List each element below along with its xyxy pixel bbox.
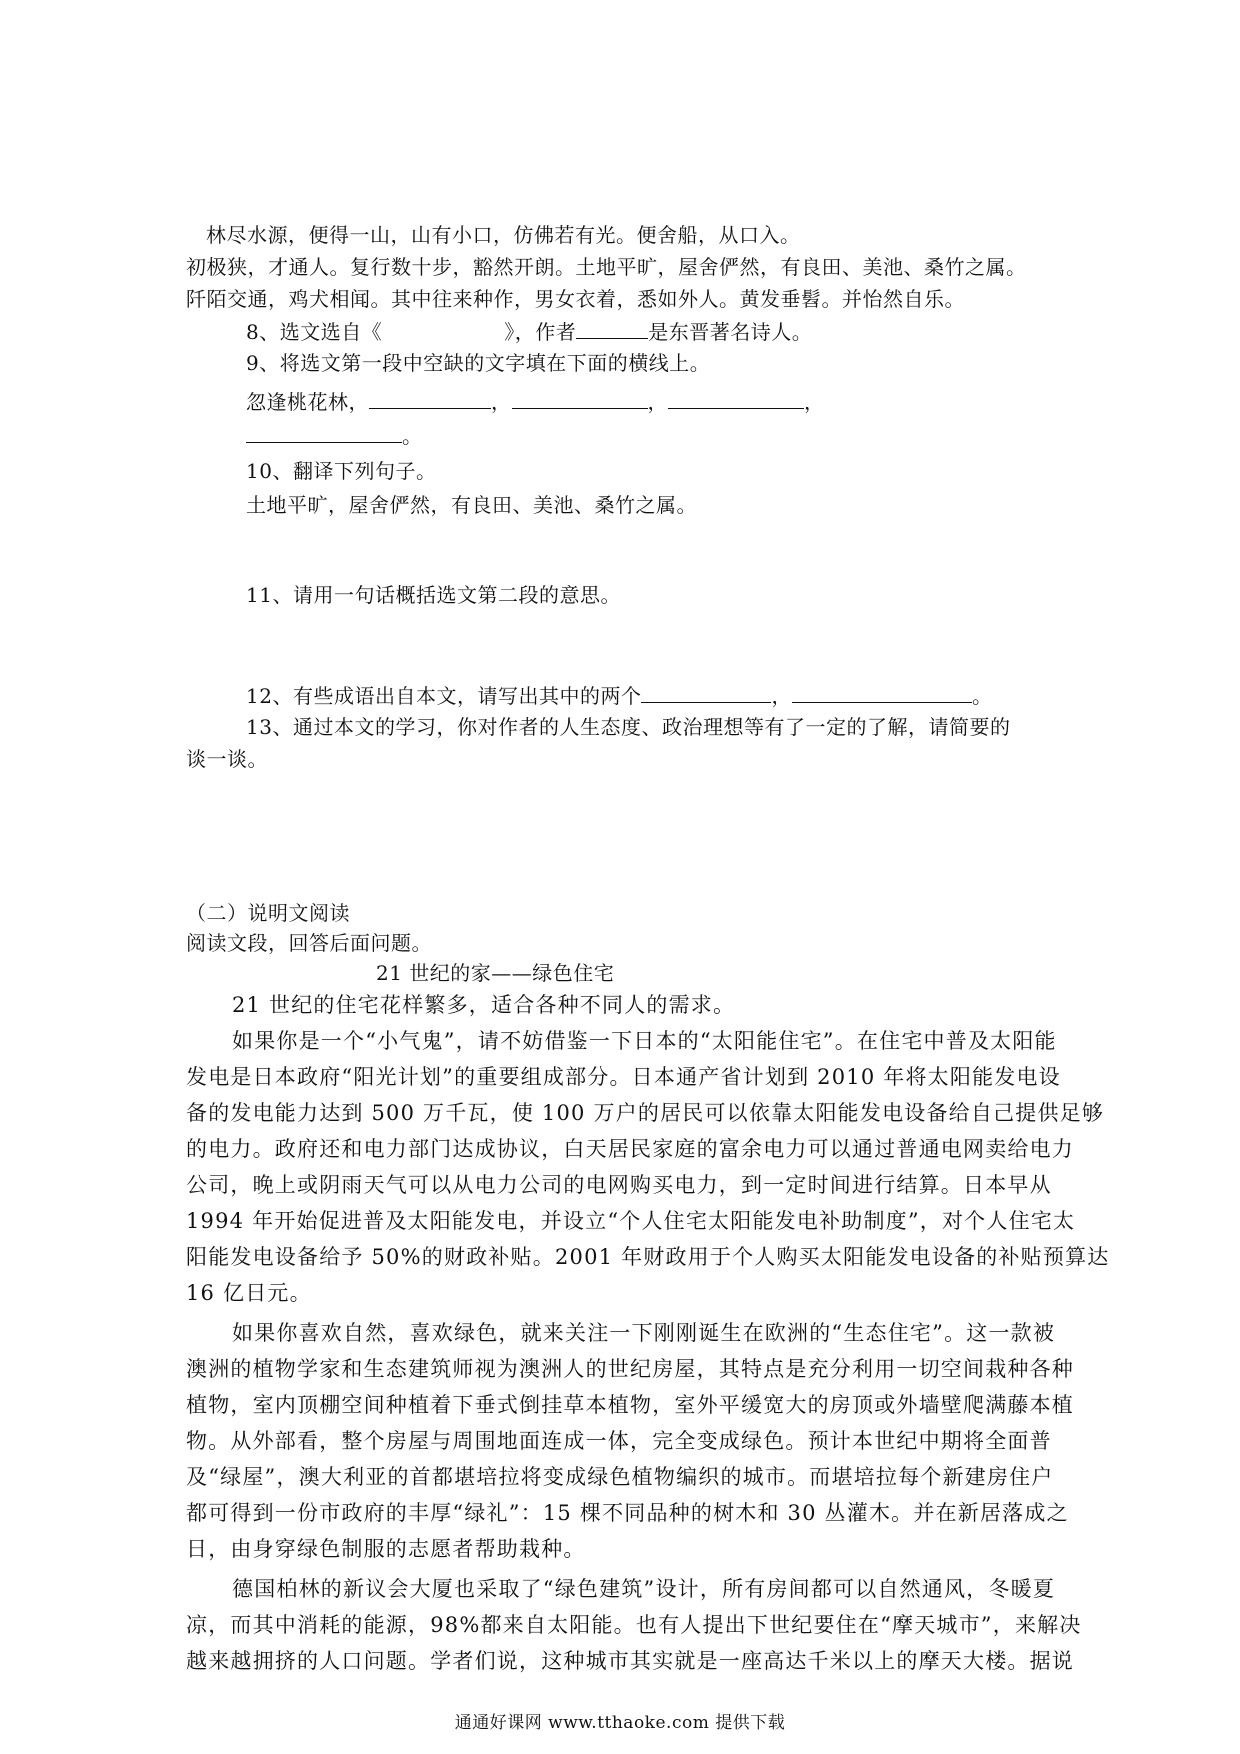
passage1-line-2: 初极狭，才通人。复行数十步，豁然开朗。土地平旷，屋舍俨然，有良田、美池、桑竹之属。 (186, 255, 1027, 279)
article-line-3: 发电是日本政府“阳光计划”的重要组成部分。日本通产省计划到 2010 年将太阳能发电设 (186, 1065, 1061, 1089)
q9-sep-3: ， (804, 390, 825, 414)
question-13-line-2: 谈一谈。 (186, 747, 268, 771)
article-line-15: 都可得到一份市政府的丰厚“绿礼”：15 棵不同品种的树木和 30 丛灌木。并在新居落成之 (186, 1501, 1069, 1525)
article-line-2: 如果你是一个“小气鬼”，请不妨借鉴一下日本的“太阳能住宅”。在住宅中普及太阳能 (232, 1029, 1057, 1053)
q8-part3: 是东晋著名诗人。 (648, 320, 813, 344)
q9-lead: 忽逢桃花林， (246, 390, 369, 414)
article-line-7: 1994 年开始促进普及太阳能发电，并设立“个人住宅太阳能发电补助制度”，对个人住宅太 (186, 1209, 1076, 1233)
page-footer: 通通好课网 www.tthaoke.com 提供下载 (454, 1713, 786, 1733)
q12-blank-2 (792, 680, 972, 703)
article-line-6: 公司，晚上或阴雨天气可以从电力公司的电网购买电力，到一定时间进行结算。日本早从 (186, 1173, 1052, 1197)
article-line-5: 的电力。政府还和电力部门达成协议，白天居民家庭的富余电力可以通过普通电网卖给电力 (186, 1137, 1074, 1161)
article-line-12: 植物，室内顶棚空间种植着下垂式倒挂草本植物，室外平缓宽大的房顶或外墙壁爬满藤本植 (186, 1393, 1074, 1417)
q9-fill-line-2 (246, 420, 423, 451)
q9-blank-3 (668, 386, 804, 409)
article-line-13: 物。从外部看，整个房屋与周围地面连成一体，完全变成绿色。预计本世纪中期将全面普 (186, 1429, 1052, 1453)
article-line-19: 越来越拥挤的人口问题。学者们说，这种城市其实就是一座高达千米以上的摩天大楼。据说 (186, 1649, 1074, 1673)
article-line-11: 澳洲的植物学家和生态建筑师视为澳洲人的世纪房屋，其特点是充分利用一切空间栽种各种 (186, 1357, 1074, 1381)
question-9: 9、将选文第一段中空缺的文字填在下面的横线上。 (246, 351, 711, 375)
q9-sep-2: ， (647, 390, 668, 414)
q8-author-blank (576, 316, 648, 339)
q9-end: 。 (402, 424, 423, 448)
passage1-line-3: 阡陌交通，鸡犬相闻。其中往来种作，男女衣着，悉如外人。黄发垂髫。并怡然自乐。 (186, 287, 965, 311)
q12-sep: ， (771, 684, 792, 708)
passage1-line-1: 林尽水源，便得一山，山有小口，仿佛若有光。便舍船，从口入。 (206, 223, 801, 247)
article-line-1: 21 世纪的住宅花样繁多，适合各种不同人的需求。 (232, 993, 736, 1017)
question-12 (246, 680, 992, 711)
article-line-14: 及“绿屋”，澳大利亚的首都堪培拉将变成绿色植物编织的城市。而堪培拉每个新建房住户 (186, 1465, 1054, 1489)
article-line-8: 阳能发电设备给予 50%的财政补贴。2001 年财政用于个人购买太阳能发电设备的补贴预算达 (186, 1245, 1110, 1269)
q9-blank-1 (369, 386, 491, 409)
section-2-instruction: 阅读文段，回答后面问题。 (186, 931, 432, 955)
q12-end: 。 (971, 684, 993, 708)
q9-blank-4 (246, 420, 402, 443)
article-line-18: 凉，而其中消耗的能源，98%都来自太阳能。也有人提出下世纪要住在“摩天城市”，来解决 (186, 1613, 1082, 1637)
section-2-heading: （二）说明文阅读 (186, 901, 350, 925)
article-title: 21 世纪的家——绿色住宅 (376, 961, 615, 985)
article-line-4: 备的发电能力达到 500 万千瓦，使 100 万户的居民可以依靠太阳能发电设备给自己提供足够 (186, 1101, 1105, 1125)
question-11: 11、请用一句话概括选文第二段的意思。 (246, 583, 621, 607)
q8-part2: 》，作者 (504, 320, 577, 344)
q12-blank-1 (641, 680, 771, 703)
article-line-16: 日，由身穿绿色制服的志愿者帮助栽种。 (186, 1537, 586, 1561)
question-10: 10、翻译下列句子。 (246, 459, 437, 483)
question-13-line-1: 13、通过本文的学习，你对作者的人生态度、政治理想等有了一定的了解，请简要的 (246, 715, 1011, 739)
article-line-17: 德国柏林的新议会大厦也采取了“绿色建筑”设计，所有房间都可以自然通风，冬暖夏 (232, 1577, 1056, 1601)
q9-blank-2 (512, 386, 648, 409)
question-8 (246, 316, 812, 347)
q10-sentence: 土地平旷，屋舍俨然，有良田、美池、桑竹之属。 (246, 493, 697, 517)
q8-part1: 8、选文选自《 (246, 320, 383, 344)
q9-fill-line (246, 386, 825, 417)
q12-part1: 12、有些成语出自本文，请写出其中的两个 (246, 684, 642, 708)
q9-sep-1: ， (491, 390, 512, 414)
article-line-9: 16 亿日元。 (186, 1281, 312, 1305)
article-line-10: 如果你喜欢自然，喜欢绿色，就来关注一下刚刚诞生在欧洲的“生态住宅”。这一款被 (232, 1321, 1056, 1345)
